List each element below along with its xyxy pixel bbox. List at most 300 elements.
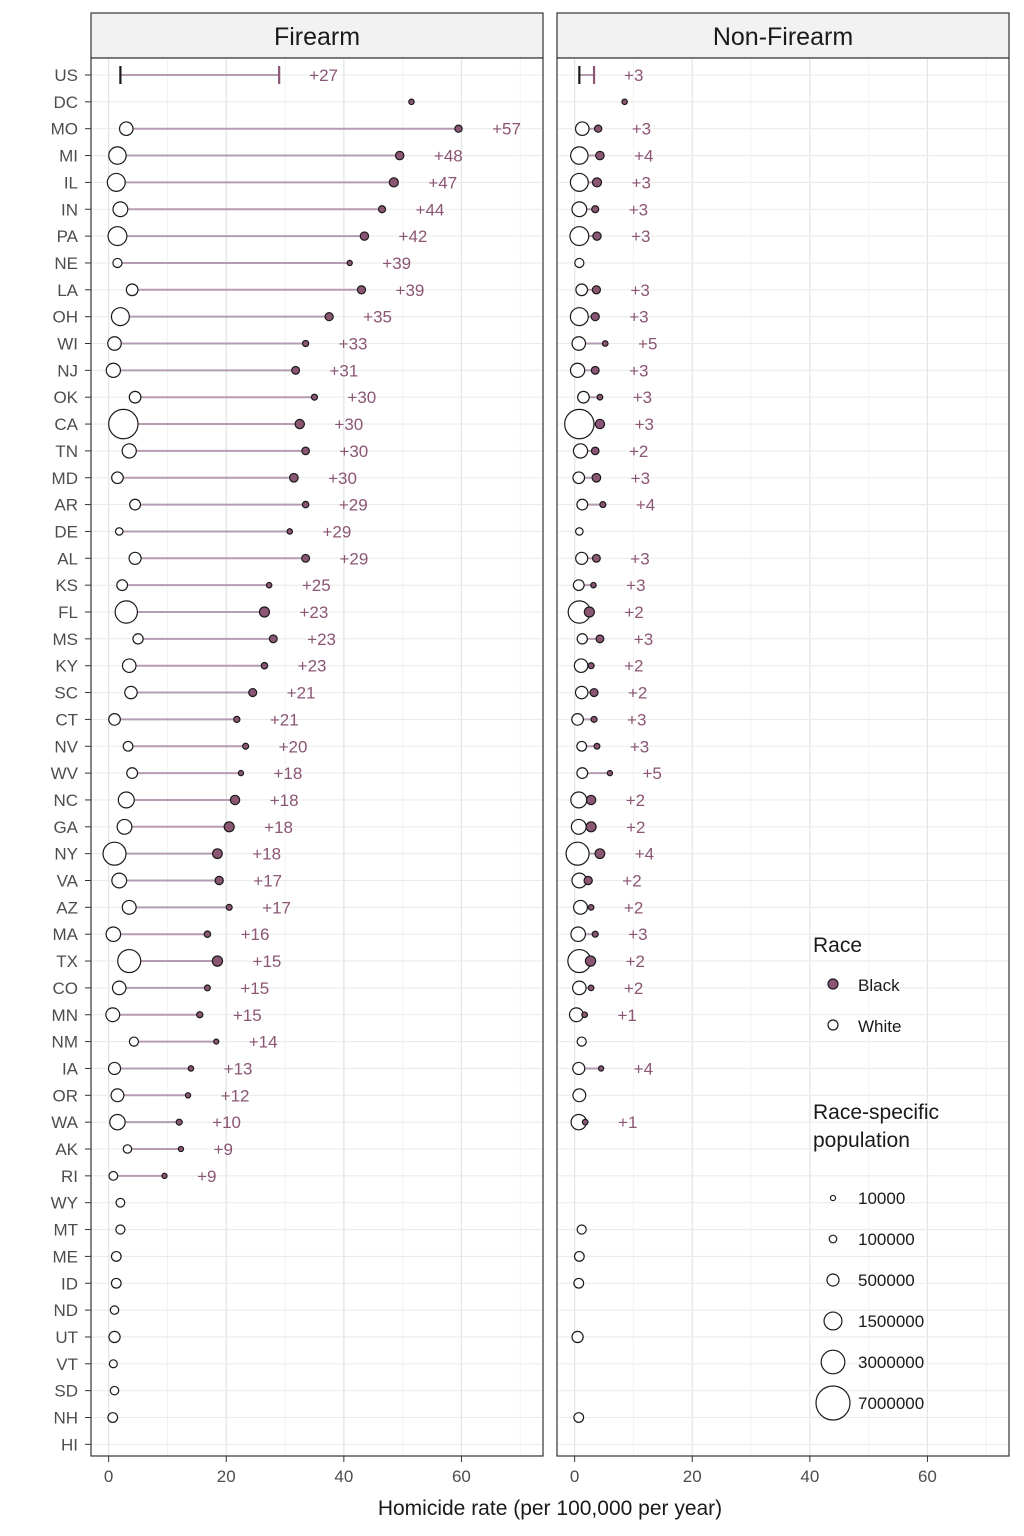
legend-pop-label: 1500000 (858, 1312, 925, 1331)
point-white-firearm (125, 686, 137, 698)
state-label: US (54, 66, 78, 85)
point-black-non-firearm (591, 582, 596, 587)
diff-label-non-firearm: +5 (642, 764, 662, 784)
point-white-firearm (116, 1225, 125, 1234)
diff-label-firearm: +47 (428, 173, 458, 193)
legend-pop-title-2: population (813, 1129, 910, 1152)
point-white-firearm (116, 528, 123, 535)
point-white-non-firearm (570, 308, 588, 326)
diff-label-non-firearm: +3 (628, 200, 649, 220)
diff-label-non-firearm: +1 (618, 1113, 638, 1133)
diff-label-firearm: +9 (213, 1140, 233, 1159)
state-label: HI (61, 1435, 78, 1455)
diff-label-firearm: +23 (299, 603, 329, 622)
diff-label-firearm: +23 (307, 629, 337, 649)
point-black-non-firearm (588, 905, 594, 911)
point-black-firearm (302, 501, 308, 507)
point-white-firearm (108, 227, 127, 246)
point-white-firearm (115, 601, 137, 623)
diff-label-firearm: +12 (220, 1086, 250, 1106)
x-tick-label-non-firearm: 0 (569, 1467, 580, 1486)
diff-label-firearm: +18 (264, 817, 294, 837)
diff-label-firearm: +30 (347, 388, 377, 408)
legend-pop-key (829, 1235, 837, 1243)
point-white-non-firearm (575, 686, 587, 698)
x-tick-label-non-firearm: 60 (917, 1467, 937, 1486)
point-black-firearm (360, 232, 368, 240)
diff-label-firearm: +18 (269, 790, 299, 810)
diff-label-non-firearm: +3 (630, 549, 650, 569)
point-white-firearm (111, 1278, 121, 1288)
point-black-firearm (249, 689, 257, 697)
point-black-firearm (290, 473, 299, 482)
point-white-firearm (109, 409, 138, 438)
point-black-firearm (325, 313, 333, 321)
state-label: NE (54, 253, 78, 273)
state-label: MO (50, 119, 78, 139)
point-black-non-firearm (592, 473, 601, 482)
diff-label-firearm: +42 (398, 227, 428, 247)
state-label: MD (51, 468, 78, 488)
point-white-firearm (117, 580, 128, 591)
state-label: NC (53, 790, 78, 810)
point-white-non-firearm (571, 927, 585, 941)
point-white-firearm (112, 981, 125, 994)
point-white-firearm (133, 634, 143, 644)
diff-label-firearm: +21 (269, 710, 299, 730)
state-label: ME (52, 1247, 78, 1267)
legend-pop-key (824, 1312, 842, 1330)
point-white-non-firearm (573, 981, 586, 994)
point-white-firearm (103, 842, 126, 865)
legend-pop-label: 3000000 (858, 1353, 925, 1372)
state-label: ND (53, 1301, 78, 1321)
diff-label-non-firearm: +3 (631, 119, 652, 139)
state-label: RI (61, 1166, 78, 1186)
legend-black-label: Black (858, 976, 900, 995)
point-white-non-firearm (573, 580, 584, 591)
point-black-non-firearm (596, 635, 604, 643)
point-black-non-firearm (602, 341, 608, 347)
point-white-non-firearm (573, 1089, 586, 1102)
diff-label-non-firearm: +1 (617, 1005, 637, 1025)
diff-label-non-firearm: +3 (630, 280, 650, 300)
point-white-firearm (112, 873, 127, 888)
state-label: VT (56, 1354, 78, 1374)
point-black-firearm (215, 876, 223, 884)
diff-label-firearm: +31 (329, 361, 359, 381)
legend-pop-label: 100000 (858, 1230, 915, 1249)
point-white-firearm (122, 444, 136, 458)
point-white-non-firearm (571, 819, 586, 834)
point-white-firearm (130, 499, 141, 510)
point-white-non-firearm (573, 444, 587, 458)
diff-label-firearm: +48 (433, 146, 463, 166)
point-black-non-firearm (591, 313, 599, 321)
point-black-firearm (205, 985, 211, 991)
legend-pop-label: 7000000 (858, 1394, 925, 1413)
x-tick-label-firearm: 40 (334, 1467, 354, 1486)
diff-label-non-firearm: +4 (635, 495, 656, 515)
diff-label-firearm: +10 (212, 1113, 242, 1133)
point-white-firearm (123, 741, 133, 751)
point-black-firearm (162, 1173, 167, 1178)
diff-label-non-firearm: +3 (633, 629, 654, 649)
point-black-non-firearm (599, 1066, 604, 1071)
legend-pop-key (816, 1386, 850, 1420)
x-tick-label-non-firearm: 20 (682, 1467, 702, 1486)
diff-label-firearm: +9 (197, 1166, 217, 1186)
diff-label-firearm: +15 (240, 978, 270, 998)
point-white-firearm (110, 1386, 118, 1394)
point-black-non-firearm (592, 931, 598, 937)
point-white-firearm (129, 391, 141, 403)
point-black-non-firearm (592, 286, 600, 294)
diff-label-non-firearm: +2 (624, 603, 644, 622)
point-white-non-firearm (575, 258, 584, 267)
diff-label-firearm: +16 (240, 925, 270, 945)
point-black-non-firearm (595, 419, 604, 428)
diff-label-non-firearm: +3 (632, 388, 653, 408)
point-black-firearm (185, 1093, 190, 1098)
point-white-firearm (106, 927, 120, 941)
state-label: DE (54, 522, 78, 542)
x-tick-label-firearm: 60 (451, 1467, 471, 1486)
diff-label-non-firearm: +5 (638, 334, 658, 354)
point-white-firearm (120, 122, 133, 135)
state-label: OK (53, 388, 78, 408)
point-white-non-firearm (574, 900, 588, 914)
point-white-firearm (113, 258, 122, 267)
point-black-non-firearm (592, 206, 599, 213)
diff-label-firearm: +23 (297, 656, 327, 676)
diff-label-firearm: +57 (492, 119, 521, 139)
state-label: OH (52, 307, 78, 327)
legend-pop-key (830, 1195, 835, 1200)
point-black-firearm (212, 956, 222, 966)
point-black-non-firearm (588, 985, 594, 991)
point-black-non-firearm (586, 795, 595, 804)
point-black-firearm (396, 151, 404, 159)
diff-label-firearm: +27 (309, 66, 339, 85)
diff-label-firearm: +44 (415, 200, 445, 220)
diff-label-non-firearm: +3 (634, 415, 654, 435)
point-black-firearm (302, 447, 310, 455)
state-label: CT (55, 710, 78, 730)
state-label: WA (51, 1113, 78, 1133)
diff-label-non-firearm: +3 (631, 173, 651, 193)
state-label: AR (54, 495, 78, 515)
point-black-non-firearm (586, 822, 596, 832)
point-black-non-firearm (584, 607, 594, 617)
point-black-firearm (204, 931, 210, 937)
diff-label-firearm: +30 (328, 468, 357, 488)
state-label: GA (53, 817, 78, 837)
point-black-firearm (409, 99, 414, 104)
point-white-firearm (113, 202, 128, 217)
diff-label-firearm: +30 (334, 415, 364, 435)
point-white-non-firearm (572, 337, 585, 350)
point-white-non-firearm (571, 792, 587, 808)
point-black-firearm (188, 1066, 193, 1071)
point-white-firearm (117, 819, 132, 834)
point-black-non-firearm (600, 502, 606, 508)
point-black-firearm (311, 394, 317, 400)
diff-label-non-firearm: +3 (627, 710, 647, 730)
point-white-firearm (118, 950, 141, 973)
state-label: CO (52, 978, 78, 998)
point-white-firearm (111, 1089, 124, 1102)
point-white-firearm (107, 173, 125, 191)
diff-label-firearm: +18 (252, 844, 282, 864)
diff-label-non-firearm: +2 (623, 898, 644, 918)
x-tick-label-non-firearm: 40 (800, 1467, 820, 1486)
point-white-firearm (129, 1037, 138, 1046)
point-white-non-firearm (572, 1331, 583, 1342)
diff-label-firearm: +13 (223, 1059, 253, 1079)
point-black-non-firearm (588, 663, 594, 669)
point-black-firearm (295, 419, 304, 428)
state-label: FL (58, 603, 78, 622)
legend-black-key (828, 979, 838, 989)
point-white-firearm (129, 552, 141, 564)
legend-pop-key (821, 1350, 845, 1374)
point-black-firearm (213, 849, 223, 859)
state-label: IA (61, 1059, 78, 1079)
point-white-firearm (111, 308, 129, 326)
point-white-firearm (122, 659, 135, 672)
x-axis-title: Homicide rate (per 100,000 per year) (377, 1497, 723, 1520)
state-label: KY (55, 656, 78, 676)
state-label: NY (54, 844, 78, 864)
diff-label-non-firearm: +2 (626, 817, 646, 837)
point-black-firearm (214, 1039, 219, 1044)
point-black-firearm (238, 771, 243, 776)
point-white-non-firearm (570, 173, 588, 191)
diff-label-firearm: +17 (253, 871, 283, 891)
state-label: ID (61, 1274, 78, 1294)
point-white-non-firearm (578, 391, 590, 403)
point-white-firearm (127, 768, 138, 779)
point-black-firearm (303, 340, 309, 346)
diff-label-firearm: +15 (252, 952, 282, 972)
diff-label-non-firearm: +2 (625, 790, 646, 810)
state-label: WV (50, 764, 78, 784)
point-white-non-firearm (574, 659, 587, 672)
point-white-non-firearm (572, 714, 584, 726)
panel-background-firearm (91, 58, 543, 1456)
state-label: AK (55, 1140, 78, 1159)
facet-title-non-firearm: Non-Firearm (712, 23, 854, 51)
point-black-non-firearm (595, 125, 602, 132)
diff-label-firearm: +21 (286, 683, 316, 703)
facet-title-firearm: Firearm (273, 23, 361, 51)
point-black-firearm (230, 795, 239, 804)
x-tick-label-firearm: 20 (216, 1467, 236, 1486)
legend-pop-label: 500000 (858, 1271, 915, 1290)
point-black-firearm (379, 206, 386, 213)
diff-label-non-firearm: +3 (629, 307, 649, 327)
point-black-firearm (259, 607, 269, 617)
state-label: IN (61, 200, 78, 220)
diff-label-firearm: +17 (262, 898, 292, 918)
diff-label-firearm: +15 (232, 1005, 262, 1025)
point-black-firearm (243, 743, 249, 749)
state-label: DC (53, 92, 78, 112)
point-white-firearm (110, 1114, 125, 1129)
point-white-firearm (126, 284, 138, 296)
point-black-firearm (287, 529, 292, 534)
point-white-non-firearm (575, 1252, 585, 1262)
point-black-non-firearm (585, 956, 595, 966)
diff-label-firearm: +39 (395, 280, 425, 300)
state-label: OR (52, 1086, 78, 1106)
x-tick-label-firearm: 0 (103, 1467, 114, 1486)
point-white-firearm (108, 337, 121, 350)
diff-label-non-firearm: +3 (628, 925, 648, 945)
point-black-non-firearm (591, 366, 599, 374)
point-white-non-firearm (577, 634, 587, 644)
state-label: AL (57, 549, 78, 569)
diff-label-non-firearm: +2 (629, 441, 649, 461)
diff-label-firearm: +29 (338, 495, 368, 515)
state-label: MS (52, 629, 78, 649)
state-label: MA (52, 925, 78, 945)
point-white-firearm (109, 1062, 121, 1074)
point-black-firearm (266, 582, 271, 587)
point-white-firearm (109, 1360, 117, 1368)
point-white-firearm (123, 1145, 131, 1153)
point-white-firearm (116, 1198, 125, 1207)
point-white-non-firearm (576, 284, 588, 296)
state-label: UT (55, 1327, 78, 1347)
diff-label-firearm: +35 (363, 307, 393, 327)
point-white-non-firearm (577, 768, 588, 779)
legend-pop-title: Race-specific (813, 1101, 940, 1124)
point-white-firearm (122, 900, 136, 914)
point-white-firearm (118, 792, 134, 808)
point-white-firearm (112, 472, 124, 484)
diff-label-firearm: +18 (273, 764, 303, 784)
point-black-non-firearm (597, 394, 603, 400)
state-label: VA (56, 871, 78, 891)
diff-label-non-firearm: +4 (634, 844, 655, 864)
diff-label-non-firearm: +2 (623, 978, 644, 998)
legend-pop-label: 10000 (858, 1189, 906, 1208)
state-label: WI (57, 334, 78, 354)
point-white-firearm (109, 714, 121, 726)
point-black-non-firearm (584, 876, 592, 884)
point-white-firearm (106, 1008, 120, 1022)
point-black-firearm (347, 260, 352, 265)
point-black-firearm (357, 286, 365, 294)
state-label: PA (56, 227, 78, 247)
panel-background-non-firearm (557, 58, 1009, 1456)
point-white-non-firearm (566, 842, 589, 865)
state-label: MN (51, 1005, 78, 1025)
state-label: MI (59, 146, 78, 166)
state-label: SC (54, 683, 78, 703)
point-black-non-firearm (592, 178, 601, 187)
diff-label-firearm: +14 (248, 1032, 278, 1052)
diff-label-firearm: +39 (382, 253, 412, 273)
diff-label-non-firearm: +2 (624, 656, 644, 676)
point-black-firearm (234, 716, 240, 722)
diff-label-firearm: +33 (338, 334, 368, 354)
point-black-firearm (455, 125, 462, 132)
diff-label-firearm: +29 (322, 522, 352, 542)
legend-white-key (828, 1020, 838, 1030)
point-black-firearm (224, 822, 234, 832)
state-label: TN (55, 441, 78, 461)
state-label: NH (53, 1408, 78, 1428)
state-label: SD (54, 1381, 78, 1401)
point-white-non-firearm (576, 528, 583, 535)
point-black-firearm (389, 178, 398, 187)
state-label: CA (54, 415, 78, 435)
point-white-non-firearm (576, 122, 589, 135)
point-white-non-firearm (577, 499, 588, 510)
point-black-non-firearm (593, 554, 601, 562)
point-black-non-firearm (596, 151, 604, 159)
diff-label-non-firearm: +2 (628, 683, 648, 703)
point-white-firearm (109, 1331, 120, 1342)
state-label: LA (57, 280, 78, 300)
diff-label-firearm: +30 (339, 441, 369, 461)
diff-label-non-firearm: +4 (633, 1059, 654, 1079)
state-label: IL (63, 173, 78, 193)
point-black-firearm (261, 662, 267, 668)
diff-label-firearm: +29 (339, 549, 369, 569)
point-black-non-firearm (607, 771, 612, 776)
point-black-non-firearm (591, 716, 597, 722)
point-black-non-firearm (590, 689, 598, 697)
diff-label-non-firearm: +3 (626, 576, 646, 596)
point-white-non-firearm (572, 202, 587, 217)
point-black-non-firearm (595, 849, 605, 859)
point-black-non-firearm (582, 1012, 588, 1018)
legend-race-title: Race (813, 934, 863, 957)
state-label: NV (54, 737, 78, 757)
point-white-non-firearm (570, 227, 589, 246)
point-white-firearm (109, 1172, 118, 1181)
point-white-non-firearm (577, 1225, 586, 1234)
point-black-non-firearm (582, 1119, 588, 1125)
point-white-firearm (106, 363, 120, 377)
point-white-non-firearm (574, 1278, 584, 1288)
point-black-firearm (197, 1012, 203, 1018)
point-white-firearm (109, 147, 126, 164)
state-label: WY (50, 1193, 78, 1213)
point-white-non-firearm (574, 1413, 584, 1423)
diff-label-non-firearm: +4 (634, 146, 654, 166)
point-white-firearm (108, 1413, 118, 1423)
state-label: AZ (56, 898, 78, 918)
point-black-non-firearm (594, 743, 600, 749)
point-black-non-firearm (622, 99, 627, 104)
point-black-firearm (226, 904, 232, 910)
point-black-firearm (176, 1119, 182, 1125)
state-label: NJ (57, 361, 78, 381)
point-white-non-firearm (576, 552, 588, 564)
diff-label-non-firearm: +3 (631, 227, 651, 247)
diff-label-non-firearm: +3 (629, 361, 649, 381)
state-label: MT (53, 1220, 78, 1240)
state-label: TX (56, 952, 78, 972)
point-white-non-firearm (571, 147, 588, 164)
state-label: NM (51, 1032, 78, 1052)
point-white-non-firearm (571, 363, 585, 377)
